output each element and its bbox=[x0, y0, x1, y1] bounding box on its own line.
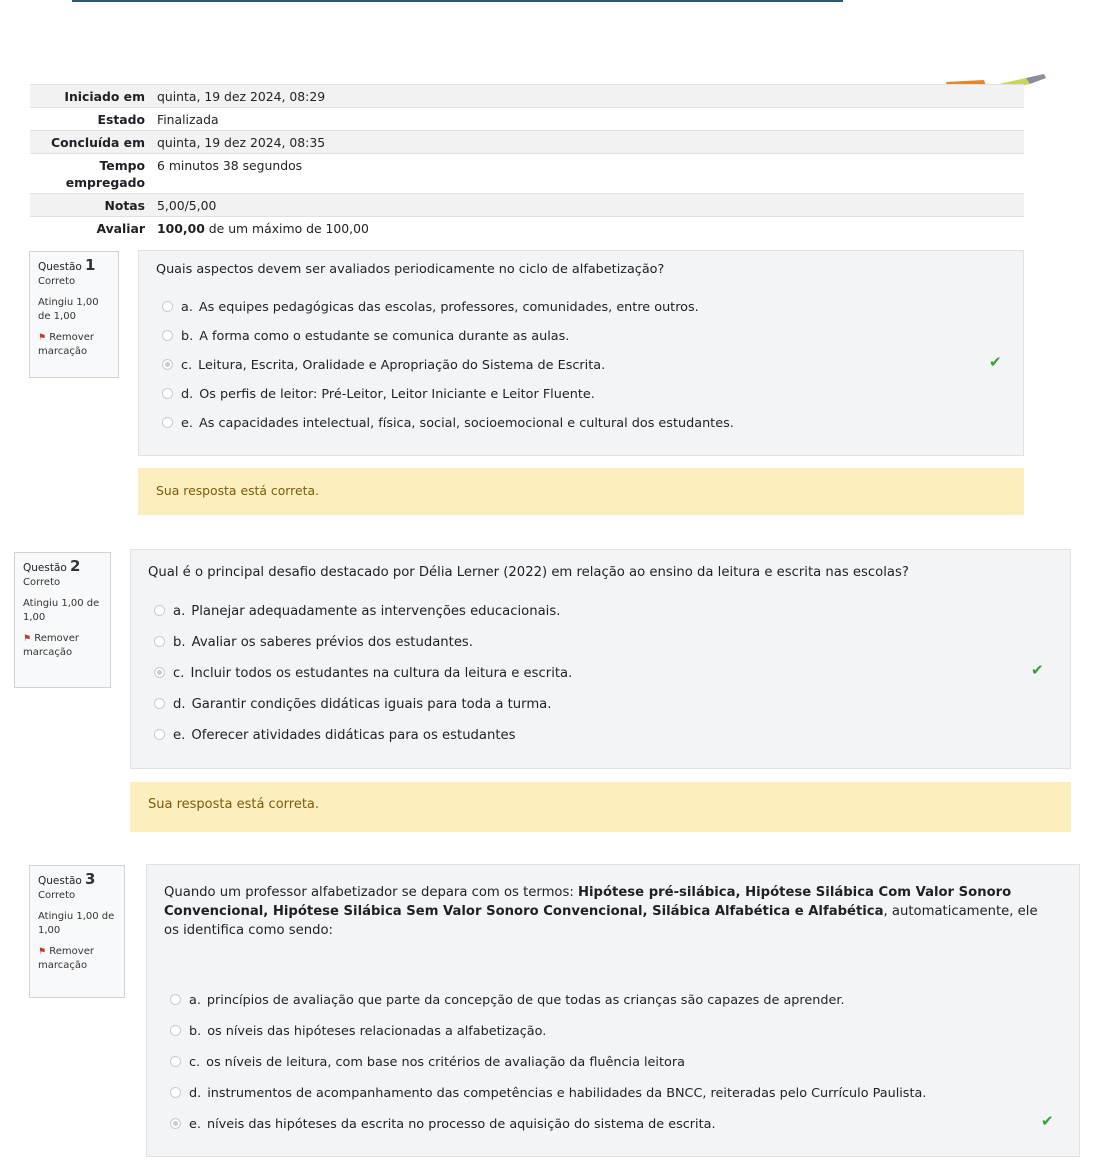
summary-label: Notas bbox=[104, 198, 145, 213]
question-state: Correto bbox=[38, 890, 76, 901]
question-1-feedback: Sua resposta está correta. bbox=[138, 468, 1024, 515]
answer-option-c[interactable]: c. Incluir todos os estudantes na cultura da leitura e escrita. bbox=[154, 665, 572, 683]
radio-icon[interactable] bbox=[162, 417, 173, 428]
summary-label: Tempo empregado bbox=[65, 158, 145, 190]
attempt-summary-table bbox=[30, 84, 1024, 239]
radio-icon[interactable] bbox=[154, 698, 165, 709]
answer-option-d[interactable]: d. Os perfis de leitor: Pré-Leitor, Leitor Iniciante e Leitor Fluente. bbox=[162, 386, 595, 404]
radio-icon[interactable] bbox=[170, 1025, 181, 1036]
check-icon: ✔ bbox=[1031, 661, 1044, 679]
answer-option-d[interactable]: d. instrumentos de acompanhamento das competências e habilidades da BNCC, reiteradas pelo Currículo Paulista. bbox=[170, 1085, 926, 1103]
question-number: Questão 1 bbox=[38, 256, 96, 274]
question-grade: Atingiu 1,00 de 1,00 bbox=[38, 911, 115, 936]
question-text: Quais aspectos devem ser avaliados periodicamente no ciclo de alfabetização? bbox=[156, 262, 665, 277]
question-text: Quando um professor alfabetizador se depara com os termos: Hipótese pré-silábica, Hipótese Silábica Com Valor Sonoro Convencional, Hipótese Silábica Sem Valor Sonoro Convencional, Silábica Alfabética e Alfabética, automaticamente, ele os identifica como sendo: bbox=[164, 885, 1038, 938]
radio-icon[interactable] bbox=[154, 667, 165, 678]
answer-option-b[interactable]: b. Avaliar os saberes prévios dos estudantes. bbox=[154, 634, 473, 652]
summary-label: Estado bbox=[97, 112, 145, 127]
question-state: Correto bbox=[23, 577, 61, 588]
summary-label: Avaliar bbox=[96, 221, 145, 236]
flag-question-link[interactable]: ⚑ Remover marcação bbox=[38, 946, 94, 971]
grade-value: 100,00 bbox=[157, 221, 205, 236]
radio-icon[interactable] bbox=[170, 1087, 181, 1098]
question-3-formulation bbox=[146, 864, 1080, 1157]
radio-icon[interactable] bbox=[154, 729, 165, 740]
summary-value: 5,00/5,00 bbox=[157, 198, 217, 213]
check-icon: ✔ bbox=[1041, 1112, 1054, 1130]
question-grade: Atingiu 1,00 de 1,00 bbox=[23, 598, 100, 623]
question-grade: Atingiu 1,00 de 1,00 bbox=[38, 297, 99, 322]
flag-question-link[interactable]: ⚑ Remover marcação bbox=[23, 633, 79, 658]
question-2-formulation bbox=[130, 549, 1071, 769]
summary-row-started bbox=[30, 84, 1024, 107]
question-text: Qual é o principal desafio destacado por Délia Lerner (2022) em relação ao ensino da leitura e escrita nas escolas? bbox=[148, 565, 909, 580]
radio-icon[interactable] bbox=[162, 359, 173, 370]
flag-icon: ⚑ bbox=[38, 947, 47, 957]
flag-icon: ⚑ bbox=[38, 333, 47, 343]
answer-option-b[interactable]: b. os níveis das hipóteses relacionadas a alfabetização. bbox=[170, 1023, 546, 1041]
summary-value: 6 minutos 38 segundos bbox=[157, 158, 303, 173]
grade-max-text: de um máximo de 100,00 bbox=[204, 221, 369, 236]
summary-label: Iniciado em bbox=[64, 89, 145, 104]
summary-row-completed bbox=[30, 130, 1024, 153]
answer-option-c[interactable]: c. os níveis de leitura, com base nos critérios de avaliação da fluência leitora bbox=[170, 1054, 685, 1072]
flag-question-link[interactable]: ⚑ Remover marcação bbox=[38, 332, 94, 357]
question-state: Correto bbox=[38, 276, 76, 287]
summary-value: quinta, 19 dez 2024, 08:29 bbox=[157, 89, 326, 104]
answer-option-a[interactable]: a. Planejar adequadamente as intervenções educacionais. bbox=[154, 603, 560, 621]
summary-label: Concluída em bbox=[51, 135, 145, 150]
summary-row-time-taken bbox=[30, 153, 1024, 193]
answer-option-e[interactable]: e. Oferecer atividades didáticas para os estudantes bbox=[154, 727, 516, 745]
radio-icon[interactable] bbox=[170, 994, 181, 1005]
summary-value: quinta, 19 dez 2024, 08:35 bbox=[157, 135, 326, 150]
summary-value bbox=[151, 217, 1024, 239]
radio-icon[interactable] bbox=[162, 388, 173, 399]
answer-option-e[interactable]: e. níveis das hipóteses da escrita no processo de aquisição do sistema de escrita. bbox=[170, 1116, 716, 1134]
answer-option-d[interactable]: d. Garantir condições didáticas iguais para toda a turma. bbox=[154, 696, 551, 714]
question-2-feedback: Sua resposta está correta. bbox=[130, 782, 1071, 832]
question-2-info bbox=[14, 552, 111, 688]
radio-icon[interactable] bbox=[170, 1056, 181, 1067]
radio-icon[interactable] bbox=[154, 605, 165, 616]
summary-row-grade bbox=[30, 216, 1024, 239]
check-icon: ✔ bbox=[989, 353, 1002, 371]
radio-icon[interactable] bbox=[170, 1118, 181, 1129]
question-number: Questão 2 bbox=[23, 557, 81, 575]
header-divider bbox=[72, 0, 843, 2]
answer-option-a[interactable]: a. princípios de avaliação que parte da concepção de que todas as crianças são capazes de aprender. bbox=[170, 992, 845, 1010]
answer-option-b[interactable]: b. A forma como o estudante se comunica durante as aulas. bbox=[162, 328, 569, 346]
answer-option-c[interactable]: c. Leitura, Escrita, Oralidade e Apropriação do Sistema de Escrita. bbox=[162, 357, 605, 375]
summary-row-marks bbox=[30, 193, 1024, 216]
answer-option-e[interactable]: e. As capacidades intelectual, física, social, socioemocional e cultural dos estudantes. bbox=[162, 415, 734, 433]
question-1-info bbox=[29, 251, 119, 378]
question-1-formulation bbox=[138, 250, 1024, 456]
question-3-info bbox=[29, 865, 125, 998]
radio-icon[interactable] bbox=[162, 330, 173, 341]
radio-icon[interactable] bbox=[162, 301, 173, 312]
summary-value: Finalizada bbox=[157, 112, 219, 127]
question-number: Questão 3 bbox=[38, 870, 96, 888]
flag-icon: ⚑ bbox=[23, 634, 32, 644]
answer-option-a[interactable]: a. As equipes pedagógicas das escolas, professores, comunidades, entre outros. bbox=[162, 299, 699, 317]
summary-row-state bbox=[30, 107, 1024, 130]
radio-icon[interactable] bbox=[154, 636, 165, 647]
